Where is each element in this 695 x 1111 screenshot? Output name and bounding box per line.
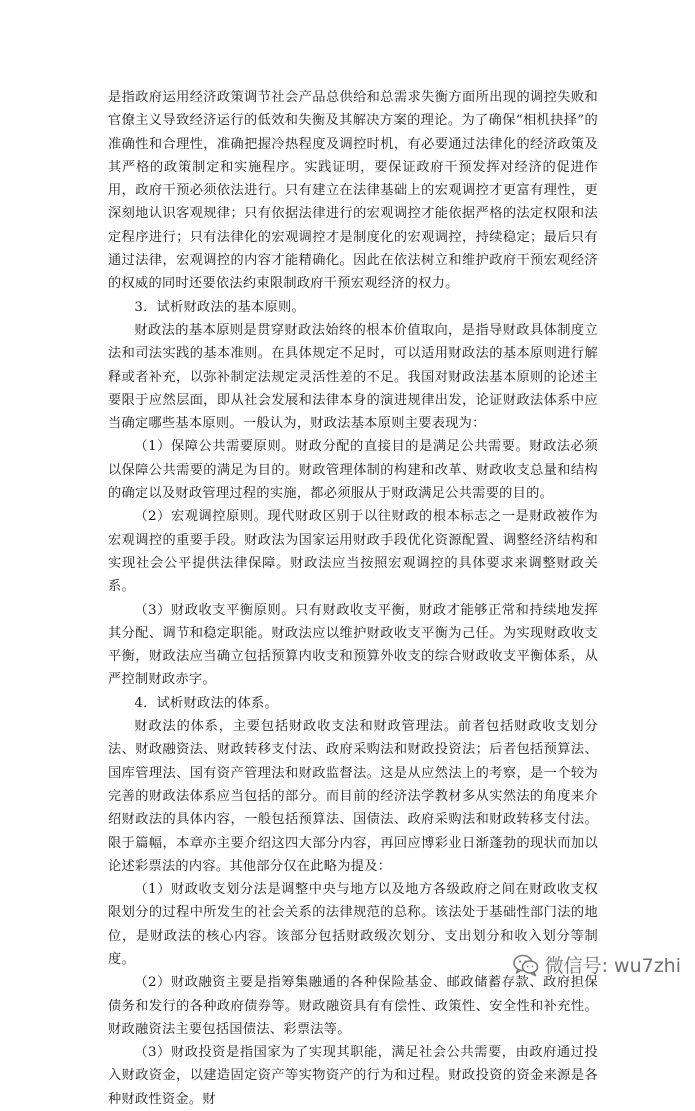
wechat-watermark [513,951,681,978]
paragraph-principle-3: （3）财政收支平衡原则。只有财政收支平衡，财政才能够正常和持续地发挥其分配、调节和稳定职能。财政法应以维护财政收支平衡为己任。为实现财政收支平衡，财政法应当确立包括预算内收支和预算外收支的综合财政收支平衡体系，从严控制财政赤字。 [108,602,598,688]
paragraph-system-1: （1）财政收支划分法是调整中央与地方以及地方各级政府之间在财政收支权限划分的过程中所发生的社会关系的法律规范的总称。该法处于基础性部门法的地位，是财政法的核心内容。该部分包括财政级次划分、支出划分和收入划分等制度。 [108,882,598,967]
paragraph-principle-1: （1）保障公共需要原则。财政分配的直接目的是满足公共需要。财政法必须以保障公共需要的满足为目的。财政管理体制的构建和改革、财政收支总量和结构的确定以及财政管理过程的实施，都必须服从于财政满足公共需要的目的。 [108,439,598,502]
wechat-id-label: 微信号: wu7zhi [544,955,681,977]
paragraph-continuation: 是指政府运用经济政策调节社会产品总供给和总需求失衡方面所出现的调控失败和官僚主义导致经济运行的低效和失衡及其解决方案的理论。为了确保“相机抉择”的准确性和合理性，准确把握冷热程度及调控时机，有必要通过法律化的经济政策及其严格的政策制定和实施程序。实践证明，要保证政府干预发挥对经济的促进作用，政府干预必须依法进行。只有建立在法律基础上的宏观调控才更富有理性，更深刻地认识客观规律；只有依据法律进行的宏观调控才能依据严格的法定权限和法定程序进行；只有法律化的宏观调控才是制度化的宏观调控，持续稳定；最后只有通过法律，宏观调控的内容才能精确化。因此在依法树立和维护政府干预宏观经济的权威的同时还要依法约束限制政府干预宏观经济的权力。 [108,90,598,292]
paragraph-system-2: （2）财政融资主要是指筹集融通的各种保险基金、邮政储蓄存款、政府担保债务和发行的各种政府债券等。财政融资具有有偿性、政策性、安全性和补充性。财政融资法主要包括国债法、彩票法等。 [108,975,598,1037]
paragraph-principles-intro: 财政法的基本原则是贯穿财政法始终的根本价值取向，是指导财政具体制度立法和司法实践的基本准则。在具体规定不足时，可以适用财政法的基本原则进行解释或者补充，以弥补制定法规定灵活性差的不足。我国对财政法基本原则的论述主要限于应然层面，即从社会发展和法律本身的演进规律出发，论证财政法体系中应当确定哪些基本原则。一般认为，财政法基本原则主要表现为： [108,322,598,432]
section-heading-3: 3．试析财政法的基本原则。 [134,299,305,315]
section-heading-4: 4．试析财政法的体系。 [134,695,278,711]
paragraph-system-3: （3）财政投资是指国家为了实现其职能，满足社会公共需要，由政府通过投入财政资金，以建造固定资产等实物资产的行为和过程。财政投资的资金来源是各种财政性资金。财 [108,1045,598,1107]
paragraph-principle-2: （2）宏观调控原则。现代财政区别于以往财政的根本标志之一是财政被作为宏观调控的重要手段。财政法为国家运用财政手段优化资源配置、调整经济结构和实现社会公平提供法律保障。财政法应当按照宏观调控的具体要求来调整财政关系。 [108,509,598,595]
wechat-icon [513,953,539,977]
paragraph-system-intro: 财政法的体系，主要包括财政收支法和财政管理法。前者包括财政收支划分法、财政融资法、财政转移支付法、政府采购法和财政投资法；后者包括预算法、国库管理法、国有资产管理法和财政监督法。这是从应然法上的考察，是一个较为完善的财政法体系应当包括的部分。而目前的经济法学教材多从实然法的角度来介绍财政法的具体内容，一般包括预算法、国债法、政府采购法和财政转移支付法。限于篇幅，本章亦主要介绍这四大部分内容，再回应博彩业日渐蓬勃的现状而加以论述彩票法的内容。其他部分仅在此略为提及： [108,719,598,874]
